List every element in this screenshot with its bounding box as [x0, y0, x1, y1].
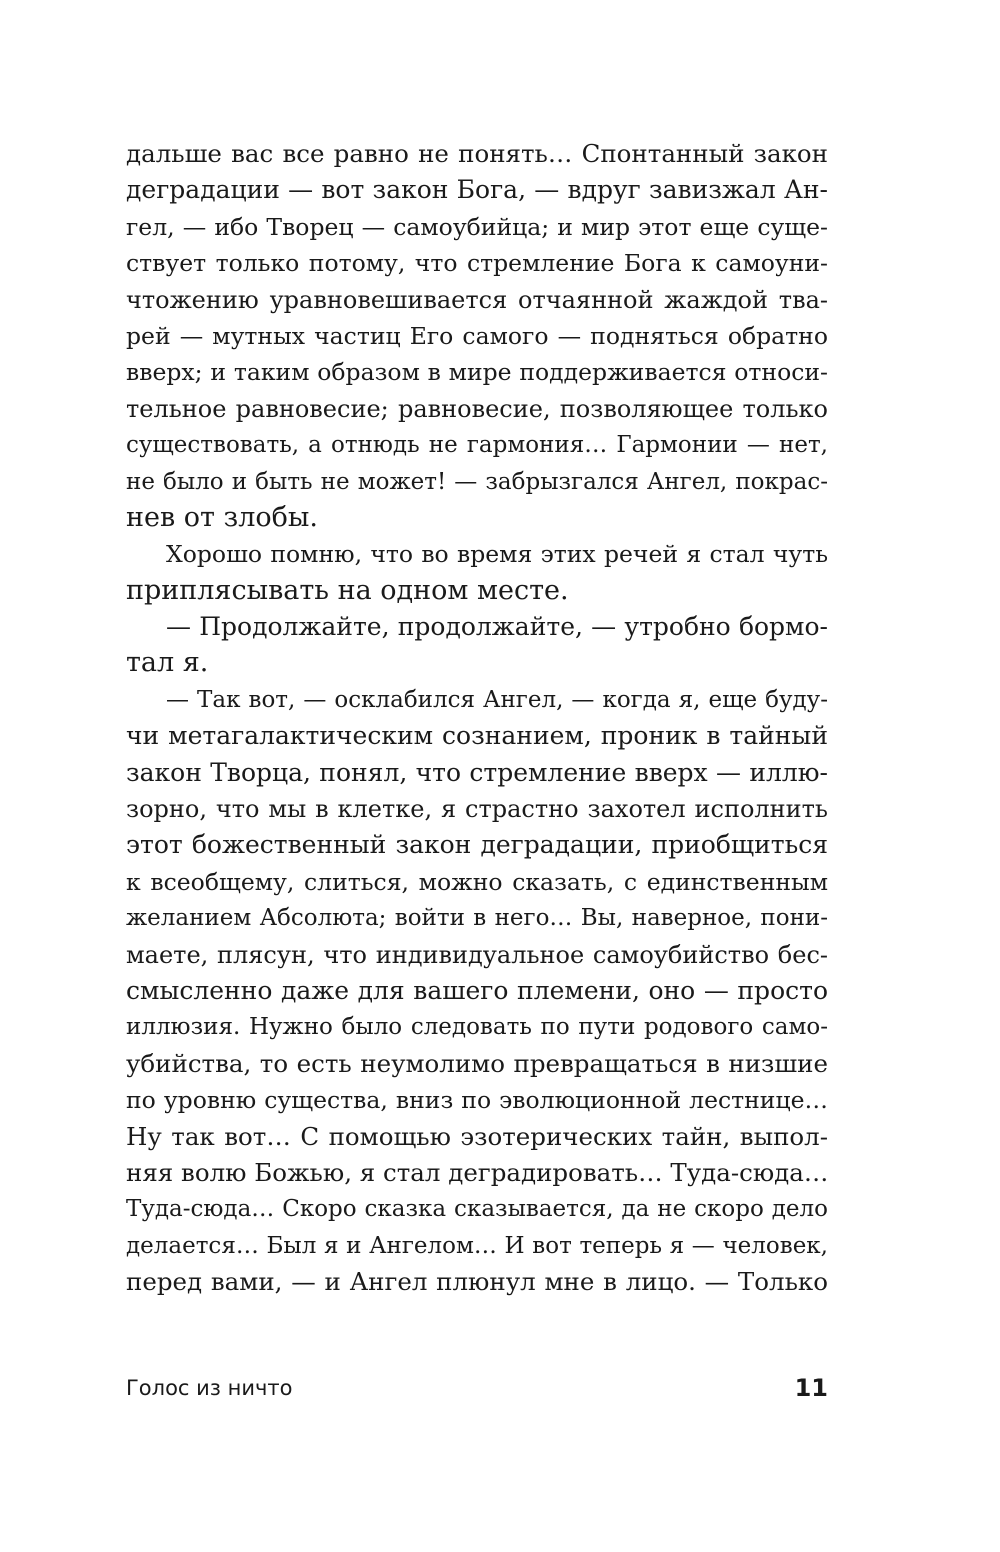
text-line: перед вами, — и Ангел плюнул мне в лицо. — Только	[126, 1267, 828, 1297]
text-line: приплясывать на одном месте.	[126, 574, 569, 606]
text-line: Ну так вот… С помощью эзотерических тайн, выпол-	[126, 1121, 828, 1151]
text-line: дальше вас все равно не понять… Спонтанный закон	[126, 139, 828, 168]
text-line: иллюзия. Нужно было следовать по пути родового само-	[126, 1014, 828, 1041]
text-line: рей — мутных частиц Его самого — подняться обратно	[126, 321, 828, 350]
text-line: нев от злобы.	[126, 501, 318, 533]
text-line: делается… Был я и Ангелом… И вот теперь я — человек,	[126, 1232, 828, 1259]
page-footer	[126, 1370, 828, 1406]
text-line: маете, плясун, что индивидуальное самоубийство бес-	[126, 940, 828, 969]
text-line: зорно, что мы в клетке, я страстно захотел исполнить	[126, 795, 828, 824]
body-text	[126, 136, 828, 1301]
text-line: Туда-сюда… Скоро сказка сказывается, да не скоро дело	[126, 1196, 828, 1223]
text-line: чи метагалактическим сознанием, проник в тайный	[126, 721, 828, 751]
text-line: закон Творца, понял, что стремление вверх — иллю-	[126, 757, 828, 787]
text-line: этот божественный закон деградации, приобщиться	[126, 830, 828, 860]
text-line: смысленно даже для вашего племени, оно — просто	[126, 975, 828, 1005]
text-line: вверх; и таким образом в мире поддерживается относи-	[126, 358, 828, 387]
text-line: желанием Абсолюта; войти в него… Вы, наверное, пони-	[126, 905, 828, 932]
book-title: Голос из ничто	[126, 1376, 293, 1400]
text-line: Хорошо помню, что во время этих речей я стал чуть	[166, 540, 828, 569]
text-line: убийства, то есть неумолимо превращаться в низшие	[126, 1048, 828, 1078]
text-line: не было и быть не может! — забрызгался Ангел, покрас-	[126, 468, 828, 495]
text-line: тельное равновесие; равновесие, позволяющее только	[126, 394, 828, 423]
text-line: деградации — вот закон Бога, — вдруг завизжал Ан-	[126, 175, 828, 205]
page-number: 11	[794, 1374, 828, 1402]
text-line: существовать, а отнюдь не гармония… Гармонии — нет,	[126, 432, 828, 459]
text-line: — Так вот, — осклабился Ангел, — когда я, еще буду-	[166, 686, 828, 713]
text-line: — Продолжайте, продолжайте, — утробно бормо-	[166, 612, 828, 642]
text-line: тал я.	[126, 647, 209, 679]
text-line: чтожению уравновешивается отчаянной жаждой тва-	[126, 285, 828, 314]
text-line: няя волю Божью, я стал деградировать… Туда-сюда…	[126, 1157, 829, 1187]
text-line: по уровню существа, вниз по эволюционной лестнице…	[126, 1086, 828, 1115]
text-line: ствует только потому, что стремление Бога к самоуни-	[126, 249, 828, 278]
text-line: гел, — ибо Творец — самоубийца; и мир этот еще суще-	[126, 212, 828, 241]
text-line: к всеобщему, слиться, можно сказать, с единственным	[126, 867, 828, 896]
